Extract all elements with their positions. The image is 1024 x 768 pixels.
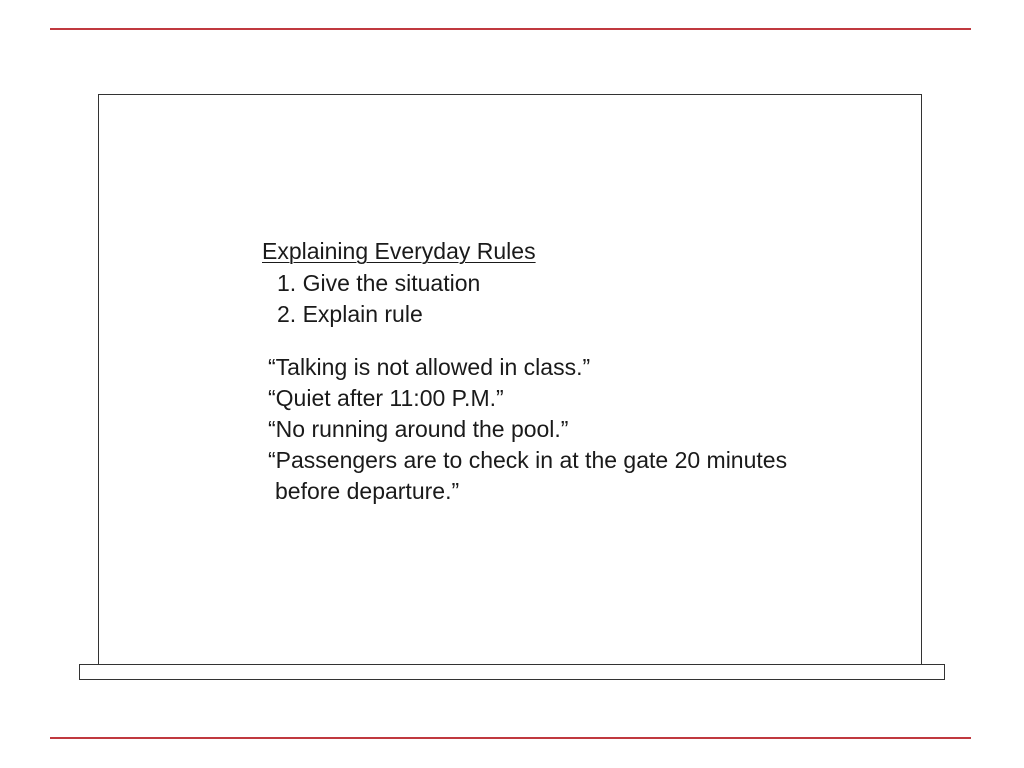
example-item: [262, 352, 787, 383]
example-text: “No running around the pool.”: [268, 416, 569, 442]
example-text: “Passengers are to check in at the gate 20 minutes: [268, 447, 788, 473]
example-item: [262, 383, 787, 414]
slide-content: [262, 236, 787, 507]
top-divider-line: [50, 28, 971, 30]
steps-list: [262, 268, 787, 330]
bottom-divider-line: [50, 737, 971, 739]
step-item: 1. Give the situation: [277, 270, 481, 296]
example-text: “Talking is not allowed in class.”: [268, 354, 591, 380]
examples-list: [262, 352, 787, 507]
slide-title: Explaining Everyday Rules: [262, 238, 536, 264]
example-item: [262, 445, 787, 507]
whiteboard-ledge: [79, 664, 945, 680]
example-text: “Quiet after 11:00 P.M.”: [268, 385, 504, 411]
step-item: 2. Explain rule: [277, 301, 423, 327]
example-text-continuation: before departure.”: [275, 478, 460, 504]
example-item: [262, 414, 787, 445]
